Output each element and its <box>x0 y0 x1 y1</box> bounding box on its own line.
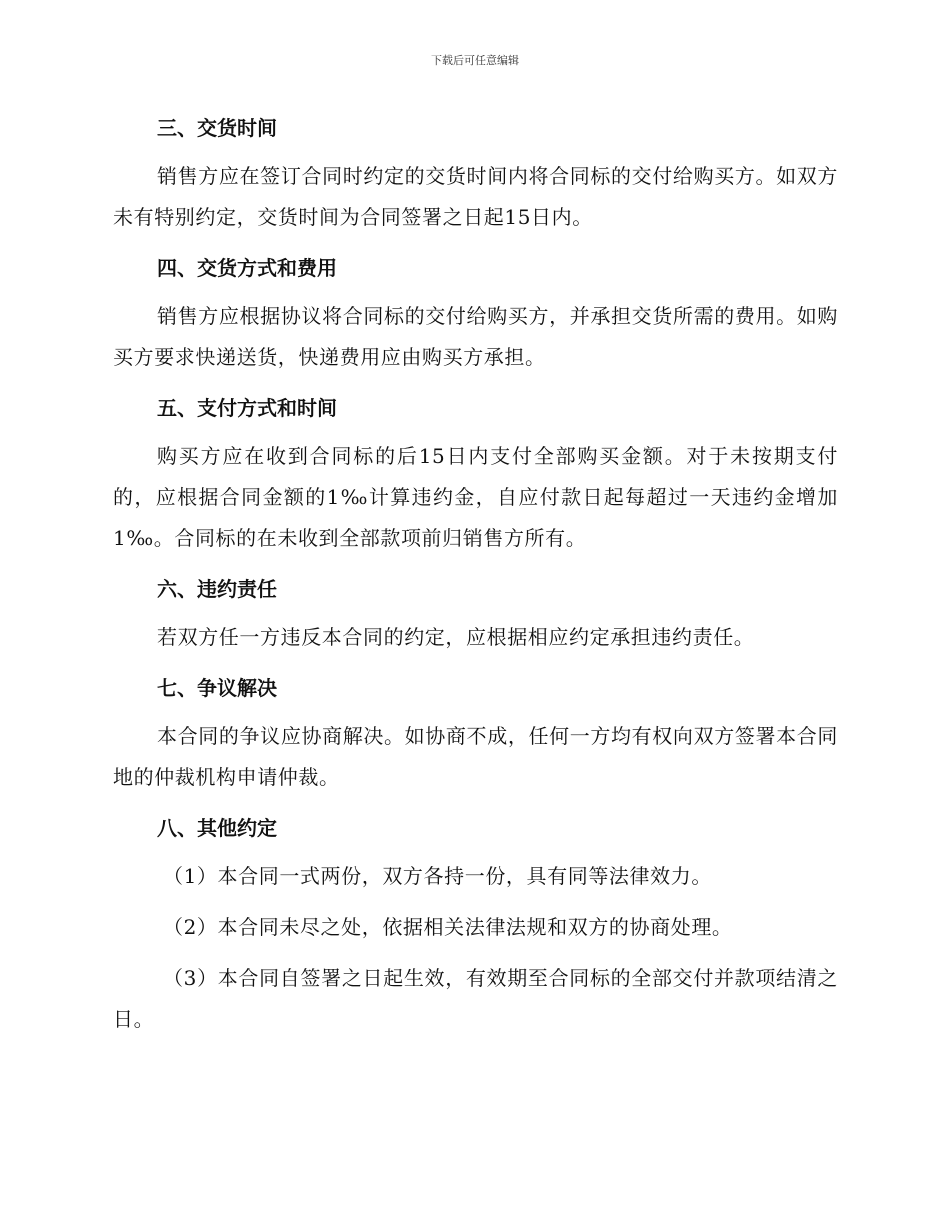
section-other <box>113 810 838 1040</box>
section-heading: 四、交货方式和费用 <box>157 256 337 280</box>
section-paragraph: 销售方应根据协议将合同标的交付给购买方，并承担交货所需的费用。如购买方要求快递送货，快递费用应由购买方承担。 <box>113 304 838 369</box>
section-heading: 八、其他约定 <box>157 816 277 840</box>
list-item: （2）本合同未尽之处，依据相关法律法规和双方的协商处理。 <box>163 915 733 939</box>
section-paragraph: 购买方应在收到合同标的后15日内支付全部购买金额。对于未按期支付的，应根据合同金额的1‰计算违约金，自应付款日起每超过一天违约金增加1‰。合同标的在未收到全部款项前归销售方所有。 <box>113 444 838 550</box>
document-body <box>113 110 838 1040</box>
section-liability <box>113 571 838 658</box>
page-header: 下载后可任意编辑 <box>431 54 519 67</box>
list-item: （1）本合同一式两份，双方各持一份，具有同等法律效力。 <box>163 864 712 888</box>
section-heading: 三、交货时间 <box>157 116 277 140</box>
section-heading: 五、支付方式和时间 <box>157 396 337 420</box>
section-heading: 六、违约责任 <box>157 577 277 601</box>
section-paragraph: 若双方任一方违反本合同的约定，应根据相应约定承担违约责任。 <box>157 625 755 649</box>
section-dispute <box>113 670 838 798</box>
section-payment <box>113 390 838 559</box>
list-item: （3）本合同自签署之日起生效，有效期至合同标的全部交付并款项结清之日。 <box>113 966 838 1031</box>
section-delivery-method <box>113 250 838 378</box>
section-delivery-time <box>113 110 838 238</box>
section-heading: 七、争议解决 <box>157 676 277 700</box>
section-paragraph: 本合同的争议应协商解决。如协商不成，任何一方均有权向双方签署本合同地的仲裁机构申请仲裁。 <box>113 724 838 789</box>
section-paragraph: 销售方应在签订合同时约定的交货时间内将合同标的交付给购买方。如双方未有特别约定，交货时间为合同签署之日起15日内。 <box>113 164 838 229</box>
